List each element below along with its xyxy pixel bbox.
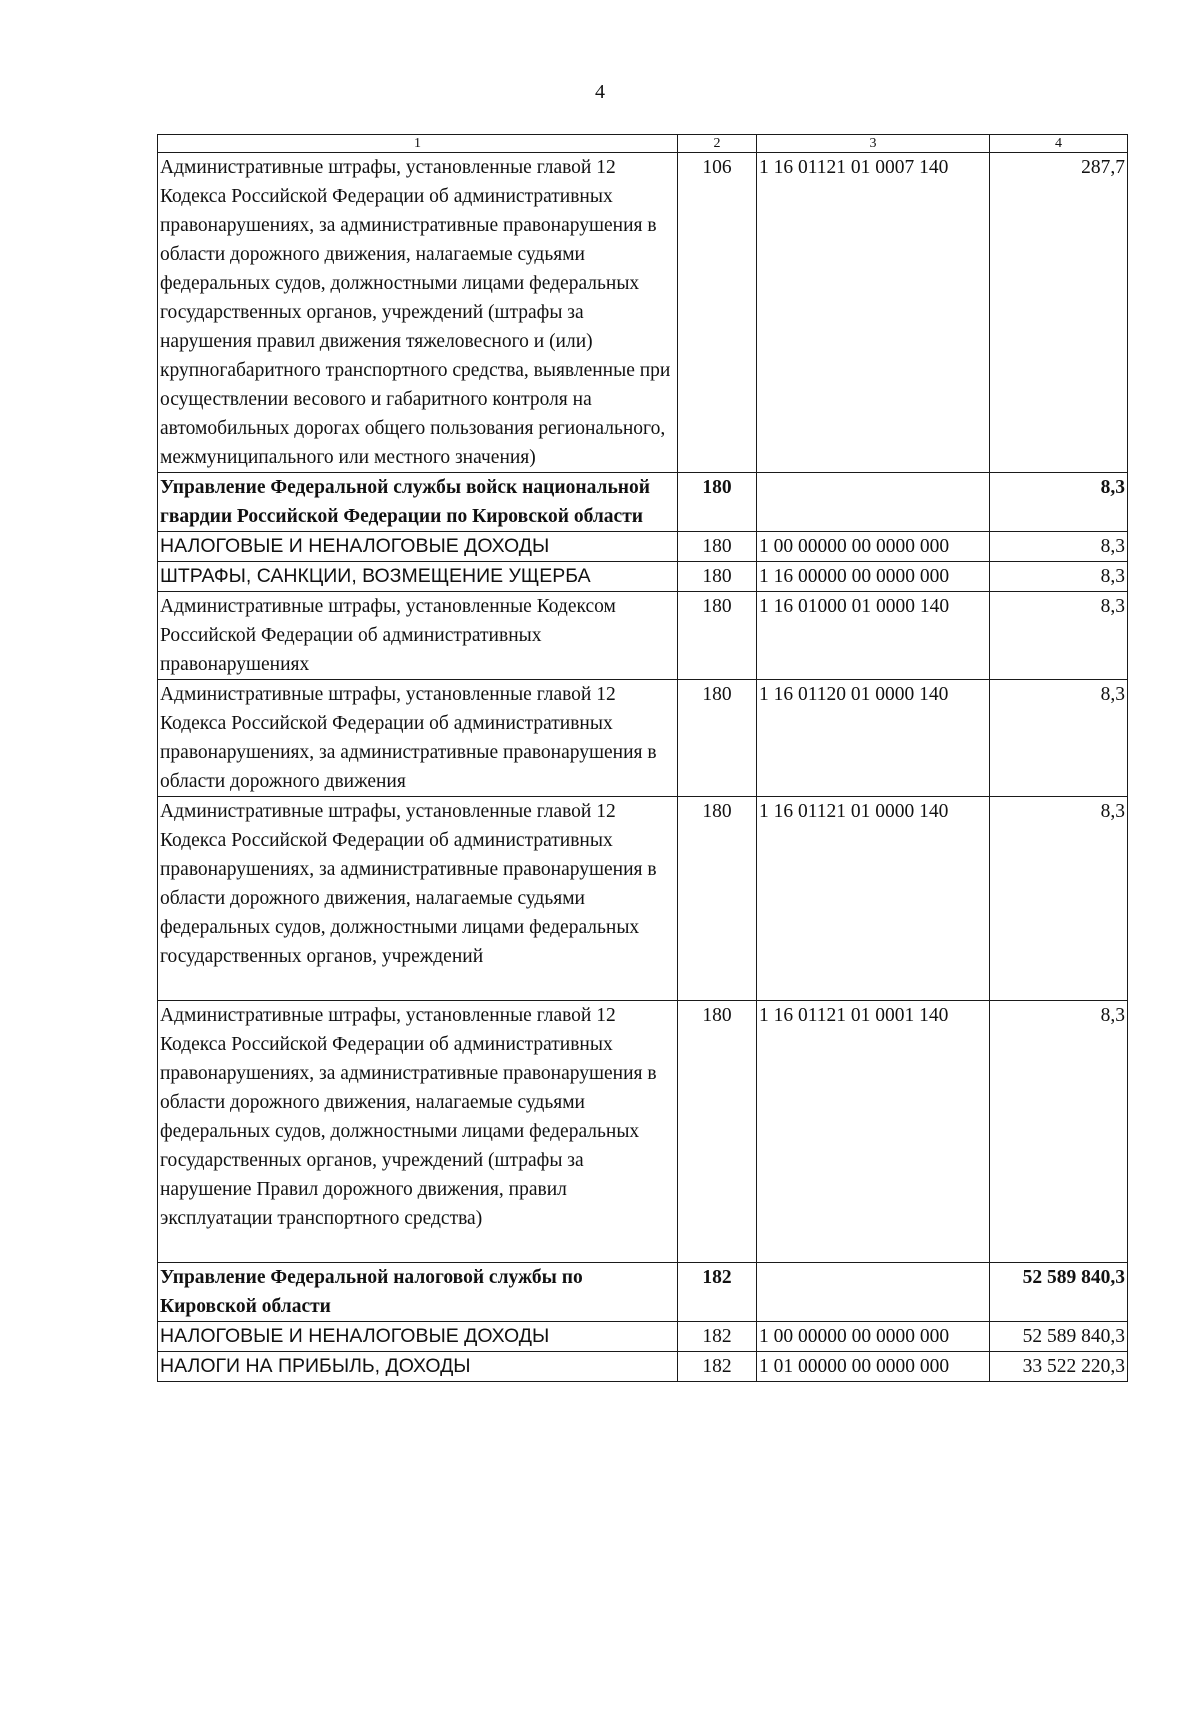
row-admin-code: 180 — [678, 680, 757, 797]
row-name: НАЛОГОВЫЕ И НЕНАЛОГОВЫЕ ДОХОДЫ — [158, 532, 678, 562]
row-admin-code: 180 — [678, 532, 757, 562]
row-sum: 8,3 — [990, 592, 1128, 680]
row-classification-code: 1 16 00000 00 0000 000 — [757, 562, 990, 592]
row-name: НАЛОГОВЫЕ И НЕНАЛОГОВЫЕ ДОХОДЫ — [158, 1322, 678, 1352]
row-admin-code: 180 — [678, 1001, 757, 1263]
table-row — [158, 797, 1128, 1001]
column-header-1: 1 — [158, 135, 678, 153]
row-sum: 8,3 — [990, 562, 1128, 592]
row-classification-code: 1 16 01121 01 0007 140 — [757, 153, 990, 473]
row-admin-code: 106 — [678, 153, 757, 473]
row-admin-code: 182 — [678, 1263, 757, 1322]
table-row — [158, 592, 1128, 680]
row-classification-code: 1 00 00000 00 0000 000 — [757, 532, 990, 562]
row-classification-code: 1 00 00000 00 0000 000 — [757, 1322, 990, 1352]
table-row — [158, 473, 1128, 532]
row-classification-code — [757, 1263, 990, 1322]
row-admin-code: 180 — [678, 473, 757, 532]
row-sum: 8,3 — [990, 1001, 1128, 1263]
row-sum: 8,3 — [990, 680, 1128, 797]
row-name: ШТРАФЫ, САНКЦИИ, ВОЗМЕЩЕНИЕ УЩЕРБА — [158, 562, 678, 592]
table-row — [158, 1001, 1128, 1263]
row-sum: 8,3 — [990, 532, 1128, 562]
column-header-3: 3 — [757, 135, 990, 153]
table-header-row — [158, 135, 1128, 153]
row-name: Административные штрафы, установленные главой 12 Кодекса Российской Федерации об административных правонарушениях, за административные правонарушения в области дорожного движения, налагаемые судьями федеральных судов, должностными лицами федеральных государственных органов, учреждений (штрафы за нарушение Правил дорожного движения, правил эксплуатации транспортного средства) — [158, 1001, 678, 1263]
table-row — [158, 153, 1128, 473]
row-admin-code: 180 — [678, 562, 757, 592]
row-admin-code: 180 — [678, 797, 757, 1001]
row-admin-code: 180 — [678, 592, 757, 680]
row-name: Административные штрафы, установленные главой 12 Кодекса Российской Федерации об административных правонарушениях, за административные правонарушения в области дорожного движения — [158, 680, 678, 797]
column-header-4: 4 — [990, 135, 1128, 153]
table-row — [158, 1322, 1128, 1352]
row-name: НАЛОГИ НА ПРИБЫЛЬ, ДОХОДЫ — [158, 1352, 678, 1382]
row-name: Управление Федеральной налоговой службы по Кировской области — [158, 1263, 678, 1322]
row-name: Управление Федеральной службы войск национальной гвардии Российской Федерации по Кировской области — [158, 473, 678, 532]
row-admin-code: 182 — [678, 1322, 757, 1352]
table-row — [158, 1352, 1128, 1382]
row-classification-code — [757, 473, 990, 532]
table-row — [158, 532, 1128, 562]
row-sum: 52 589 840,3 — [990, 1263, 1128, 1322]
row-sum: 287,7 — [990, 153, 1128, 473]
table-row — [158, 1263, 1128, 1322]
column-header-2: 2 — [678, 135, 757, 153]
row-classification-code: 1 16 01000 01 0000 140 — [757, 592, 990, 680]
row-name: Административные штрафы, установленные главой 12 Кодекса Российской Федерации об административных правонарушениях, за административные правонарушения в области дорожного движения, налагаемые судьями федеральных судов, должностными лицами федеральных государственных органов, учреждений (штрафы за нарушения правил движения тяжеловесного и (или) крупногабаритного транспортного средства, выявленные при осуществлении весового и габаритного контроля на автомобильных дорогах общего пользования регионального, межмуниципального или местного значения) — [158, 153, 678, 473]
row-name: Административные штрафы, установленные главой 12 Кодекса Российской Федерации об административных правонарушениях, за административные правонарушения в области дорожного движения, налагаемые судьями федеральных судов, должностными лицами федеральных государственных органов, учреждений — [158, 797, 678, 1001]
row-name: Административные штрафы, установленные Кодексом Российской Федерации об административных правонарушениях — [158, 592, 678, 680]
row-classification-code: 1 16 01121 01 0000 140 — [757, 797, 990, 1001]
page-number: 4 — [595, 81, 605, 103]
row-admin-code: 182 — [678, 1352, 757, 1382]
revenue-table — [157, 134, 1128, 1382]
row-sum: 8,3 — [990, 797, 1128, 1001]
row-classification-code: 1 16 01120 01 0000 140 — [757, 680, 990, 797]
row-sum: 52 589 840,3 — [990, 1322, 1128, 1352]
row-sum: 33 522 220,3 — [990, 1352, 1128, 1382]
row-classification-code: 1 01 00000 00 0000 000 — [757, 1352, 990, 1382]
row-sum: 8,3 — [990, 473, 1128, 532]
table-row — [158, 562, 1128, 592]
table-row — [158, 680, 1128, 797]
row-classification-code: 1 16 01121 01 0001 140 — [757, 1001, 990, 1263]
